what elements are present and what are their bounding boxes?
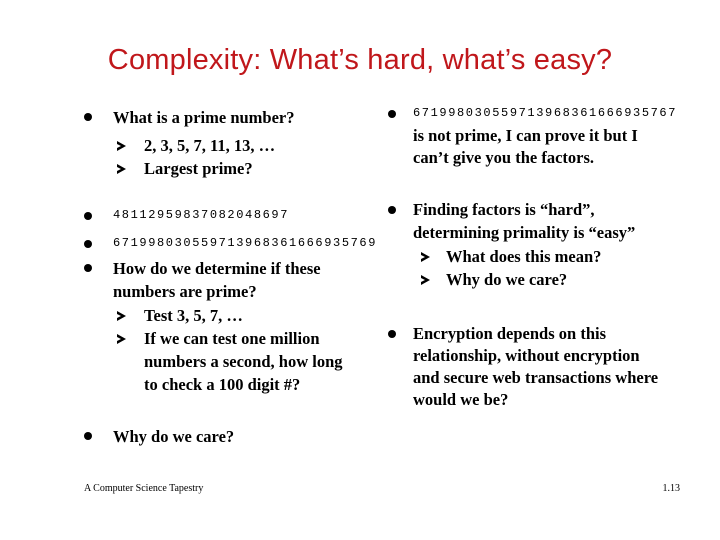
arrow-bullet-icon — [421, 275, 430, 285]
number-2: 671998030559713968361666935769 — [113, 236, 378, 250]
sub-bullet-million-1: If we can test one million — [144, 329, 320, 348]
bullet-text-how-determine-1: How do we determine if these — [113, 259, 321, 278]
bullet-icon — [84, 240, 92, 248]
arrow-bullet-icon — [421, 252, 430, 262]
sub-bullet-largest-prime: Largest prime? — [144, 159, 253, 178]
bullet-icon — [388, 330, 396, 338]
right-sub-why-care: Why do we care? — [446, 270, 568, 289]
right-sub-what-mean: What does this mean? — [446, 247, 602, 266]
sub-bullet-test: Test 3, 5, 7, … — [144, 306, 243, 325]
sub-bullet-primes-list: 2, 3, 5, 7, 11, 13, … — [144, 136, 276, 155]
number-1: 48112959837082048697 — [113, 208, 290, 222]
bullet-text-prime-question: What is a prime number? — [113, 108, 295, 127]
arrow-bullet-icon — [117, 334, 126, 344]
bullet-icon — [388, 206, 396, 214]
number-right: 671998030559713968361666935767 — [413, 106, 678, 120]
bullet-icon — [84, 432, 92, 440]
arrow-bullet-icon — [117, 141, 126, 151]
right-text-encryption-3: and secure web transactions where — [413, 368, 659, 387]
arrow-bullet-icon — [117, 164, 126, 174]
bullet-icon — [84, 212, 92, 220]
bullet-icon — [84, 264, 92, 272]
bullet-icon — [388, 110, 396, 118]
sub-bullet-million-2: numbers a second, how long — [144, 352, 343, 371]
footer-left: A Computer Science Tapestry — [84, 483, 204, 494]
arrow-bullet-icon — [117, 311, 126, 321]
right-text-encryption-1: Encryption depends on this — [413, 324, 607, 343]
right-text-not-prime-2: can’t give you the factors. — [413, 148, 595, 167]
right-text-factors-1: Finding factors is “hard”, — [413, 200, 595, 219]
slide-title: Complexity: What’s hard, what’s easy? — [107, 44, 613, 76]
right-text-factors-2: determining primality is “easy” — [413, 223, 636, 242]
right-text-encryption-2: relationship, without encryption — [413, 346, 640, 365]
bullet-icon — [84, 113, 92, 121]
bullet-text-how-determine-2: numbers are prime? — [113, 282, 257, 301]
sub-bullet-million-3: to check a 100 digit #? — [144, 375, 301, 394]
right-text-not-prime-1: is not prime, I can prove it but I — [413, 126, 638, 145]
bullet-text-why-care: Why do we care? — [113, 427, 235, 446]
page-number: 1.13 — [662, 483, 680, 494]
right-text-encryption-4: would we be? — [413, 390, 509, 409]
